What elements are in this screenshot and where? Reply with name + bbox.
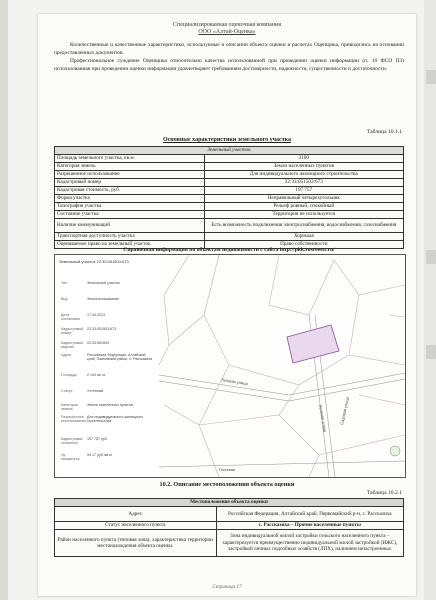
- map-layer-control-icon[interactable]: [390, 446, 400, 456]
- table-row: [55, 187, 404, 195]
- info-value: Российская Федерация, Алтайский край, Павловский район, с. Рассказиха: [87, 353, 153, 362]
- info-key: Тип: [61, 281, 67, 285]
- info-key: Площадь: [61, 373, 77, 377]
- table-row: [55, 507, 404, 522]
- company-header-line2: ООО «Алтай-Оценка»: [198, 29, 256, 35]
- row-value: Рельеф ровный, спокойный: [204, 203, 403, 211]
- row-value: 2100: [204, 155, 403, 163]
- row-key: Форма участка: [55, 195, 205, 203]
- row-key: Категория земель: [55, 163, 205, 171]
- street-label: Садовая улица: [339, 396, 350, 426]
- row-value: Для индивидуального жилищного строительства: [204, 171, 403, 179]
- info-key: Дата постановки: [61, 313, 80, 322]
- table-row: [55, 233, 404, 241]
- info-value: Учтенный: [87, 389, 104, 393]
- info-value: 17.04.2013: [87, 313, 105, 317]
- document-page: [38, 14, 416, 596]
- background-left-edge: [0, 0, 8, 600]
- map-info-path: Земельный участок 22:33:051503:673: [59, 259, 129, 264]
- table-row: [55, 203, 404, 211]
- row-value: Неправильный четырехугольник: [204, 195, 403, 203]
- info-value: Землепользование: [87, 297, 120, 301]
- info-value: 197 757 руб.: [87, 437, 108, 441]
- section2-title: 10.2. Описание местоположения объекта оценки: [159, 481, 295, 488]
- row-key: Транспортная доступность участка: [55, 233, 205, 241]
- row-value: 22:33:051503:673: [204, 179, 403, 187]
- table-row: [55, 211, 404, 219]
- info-key: Кадастровый номер: [61, 327, 84, 336]
- row-key: Оцениваемое право на земельный участок: [55, 241, 205, 249]
- edge-tab: [426, 70, 436, 84]
- info-key: Адрес: [61, 353, 72, 357]
- row-key: Статус населенного пункта: [55, 522, 217, 530]
- location-table: [54, 498, 404, 557]
- table-row: [55, 522, 404, 530]
- table1-title: Основные характеристики земельного участка: [162, 137, 292, 143]
- table-row: [55, 219, 404, 233]
- row-value: с. Рассказиха – Прочие населенные пункты: [216, 522, 403, 530]
- street-label: Полевая: [219, 467, 236, 472]
- paragraph-2: Профессиональное суждение Оценщика относительно качества использованной при проведении оценки информации (п. 10 ФСО П3) использованная при проведении оценки информация удовлетворяет требованиям достоверности, надежности, существенности и достаточности.: [54, 58, 404, 72]
- row-key: Состояние участка: [55, 211, 205, 219]
- land-characteristics-table: [54, 146, 404, 249]
- info-key: Кадастровый квартал: [61, 341, 84, 350]
- info-value: 22:33:051503:673: [87, 327, 116, 331]
- table-row: [55, 179, 404, 187]
- table-row: [55, 530, 404, 557]
- street-label: Луговая улица: [220, 377, 249, 387]
- table-section-label: Земельный участок: [55, 147, 404, 155]
- info-key: Категория земель: [61, 403, 78, 412]
- cadastral-map-canvas[interactable]: [159, 255, 405, 477]
- table-section-row: [55, 147, 404, 155]
- cadastral-map: [54, 254, 406, 478]
- row-value: Есть возможность подключения электроснабжения, водоснабжения, газоснабжения: [204, 219, 403, 233]
- table-row: [55, 155, 404, 163]
- info-value: Для индивидуального жилищного строительства: [87, 415, 144, 424]
- info-value: Земли населенных пунктов: [87, 403, 133, 407]
- info-key: Вид: [61, 297, 68, 301]
- edge-tab: [426, 250, 436, 264]
- row-value: Хорошая: [204, 233, 403, 241]
- map-title: Справочная информация по объектам недвижимости с сайта http://pkk.rosreestr.ru/: [123, 247, 335, 253]
- row-key: Разрешенное использование: [55, 171, 205, 179]
- table2-caption: Таблица 10.2.1: [366, 490, 402, 496]
- info-key: Уд. показатель: [61, 453, 80, 462]
- info-key: Разрешенное использование: [61, 415, 87, 424]
- info-value: Земельный участок: [87, 281, 120, 285]
- row-value: Право собственности: [204, 241, 403, 249]
- table-row: [55, 171, 404, 179]
- info-key: Кадастровая стоимость: [61, 437, 83, 446]
- row-key: Кадастровая стоимость, руб.: [55, 187, 205, 195]
- row-key: Площадь земельного участка, кв.м.: [55, 155, 205, 163]
- table-row: [55, 195, 404, 203]
- row-key: Район населенного пункта (типовая зона), характеристика территории местонахождения объекта оценки.: [55, 530, 217, 557]
- info-value: 2 100 кв. м: [87, 373, 105, 377]
- info-value: 22:33:051503: [87, 341, 109, 345]
- row-key: Адрес: [55, 507, 217, 522]
- paragraph-1: Количественные и качественные характеристики, используемые в описании объекта оценки и расчетах Оценщика, приводились на основании предоставленных документов.: [54, 42, 404, 56]
- table1-caption: Таблица 10.1.1: [366, 129, 402, 135]
- info-key: Статус: [61, 389, 73, 393]
- background-right-edge: [424, 0, 436, 600]
- edge-tab: [426, 345, 436, 359]
- street-label: Зелёная улица: [318, 404, 328, 433]
- page-number: Страница 17: [212, 584, 242, 590]
- company-header-line1: Специализированная оценочная компания: [173, 22, 281, 28]
- table-header-label: Местоположение объекта оценки: [55, 499, 404, 507]
- row-key: Кадастровый номер: [55, 179, 205, 187]
- row-value: Российская Федерация, Алтайский край, Первомайский р-н, с. Рассказиха: [216, 507, 403, 522]
- info-value: 94,17 руб./кв.м: [87, 453, 112, 457]
- row-value: Зона индивидуальной жилой застройки сельского населенного пункта – характеризуется преимущественно индивидуальной жилой застройкой (ИЖС), застройкой личных подсобных хозяйств (ЛПХ), наличием незастроенных: [216, 530, 403, 557]
- row-key: Топография участка: [55, 203, 205, 211]
- row-value: Земли населенных пунктов: [204, 163, 403, 171]
- row-value: Территория не используется: [204, 211, 403, 219]
- table-header-row: [55, 499, 404, 507]
- map-info-panel: [55, 255, 160, 477]
- table-row: [55, 163, 404, 171]
- row-key: Наличие коммуникаций: [55, 219, 205, 233]
- row-value: 197 757: [204, 187, 403, 195]
